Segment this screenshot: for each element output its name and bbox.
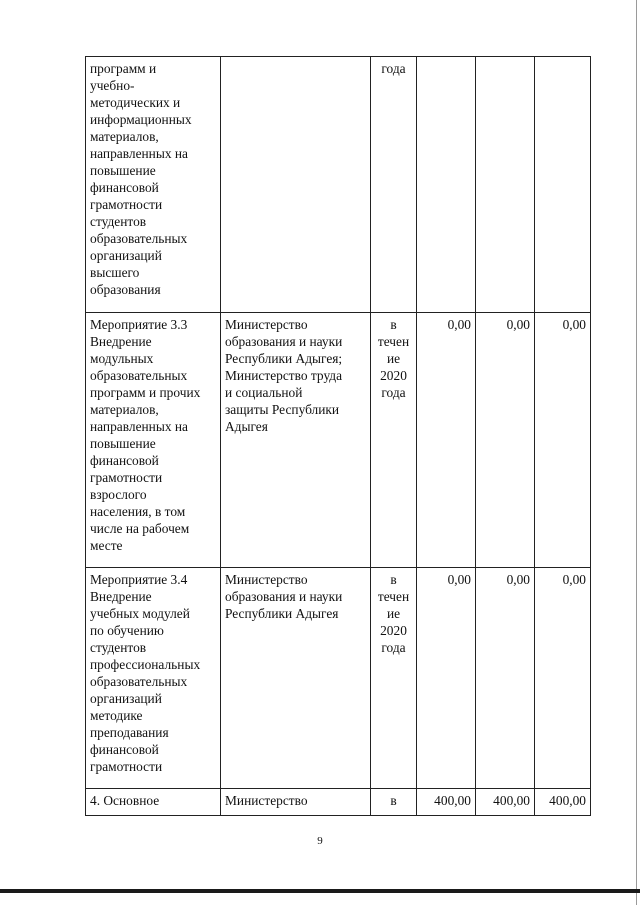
term-text: в bbox=[390, 793, 397, 808]
table-row bbox=[86, 313, 591, 568]
table-row bbox=[86, 789, 591, 816]
value-cell-3 bbox=[535, 789, 591, 816]
term-cell bbox=[371, 789, 417, 816]
executor-cell bbox=[221, 568, 371, 789]
event-text: Мероприятие 3.3 Внедрение модульных образовательных программ и прочих материалов, направленных на повышение финансовой грамотности взрослого населения, в том числе на рабочем месте bbox=[90, 317, 201, 553]
value-text-1: 0,00 bbox=[447, 572, 471, 587]
value-cell-2 bbox=[476, 57, 535, 313]
value-text-2: 400,00 bbox=[493, 793, 530, 808]
value-cell-2 bbox=[476, 313, 535, 568]
event-text: Мероприятие 3.4 Внедрение учебных модулей по обучению студентов профессиональных образовательных организаций методике преподавания финансовой грамотности bbox=[90, 572, 201, 774]
value-cell-1 bbox=[417, 313, 476, 568]
value-text-1: 400,00 bbox=[434, 793, 471, 808]
value-cell-3 bbox=[535, 57, 591, 313]
term-cell bbox=[371, 313, 417, 568]
term-cell bbox=[371, 568, 417, 789]
event-cell bbox=[86, 789, 221, 816]
page-number: 9 bbox=[317, 835, 323, 847]
value-text-1: 0,00 bbox=[447, 317, 471, 332]
executor-text: Министерство bbox=[225, 793, 308, 808]
value-cell-1 bbox=[417, 789, 476, 816]
scan-bottom-bar bbox=[0, 889, 640, 893]
scan-edge-line bbox=[636, 0, 637, 905]
event-text: программ и учебно- методических и информационных материалов, направленных на повышение финансовой грамотности студентов образовательных организаций высшего образования bbox=[90, 61, 192, 297]
term-text: года bbox=[381, 61, 406, 76]
budget-measures-table bbox=[85, 56, 591, 816]
event-text: 4. Основное bbox=[90, 793, 160, 808]
executor-cell bbox=[221, 313, 371, 568]
term-text: в течен ие 2020 года bbox=[377, 317, 410, 400]
value-text-3: 0,00 bbox=[562, 572, 586, 587]
value-cell-3 bbox=[535, 313, 591, 568]
value-cell-2 bbox=[476, 789, 535, 816]
executor-cell bbox=[221, 57, 371, 313]
executor-cell bbox=[221, 789, 371, 816]
event-cell bbox=[86, 57, 221, 313]
table-row bbox=[86, 568, 591, 789]
term-cell bbox=[371, 57, 417, 313]
value-cell-1 bbox=[417, 568, 476, 789]
executor-text: Министерство образования и науки Республики Адыгея; Министерство труда и социальной защиты Республики Адыгея bbox=[225, 317, 343, 434]
executor-text: Министерство образования и науки Республики Адыгея bbox=[225, 572, 343, 621]
term-text: в течен ие 2020 года bbox=[377, 572, 410, 655]
value-text-2: 0,00 bbox=[506, 572, 530, 587]
table-row bbox=[86, 57, 591, 313]
value-text-3: 0,00 bbox=[562, 317, 586, 332]
event-cell bbox=[86, 313, 221, 568]
value-cell-2 bbox=[476, 568, 535, 789]
value-cell-1 bbox=[417, 57, 476, 313]
value-text-3: 400,00 bbox=[549, 793, 586, 808]
value-cell-3 bbox=[535, 568, 591, 789]
value-text-2: 0,00 bbox=[506, 317, 530, 332]
event-cell bbox=[86, 568, 221, 789]
